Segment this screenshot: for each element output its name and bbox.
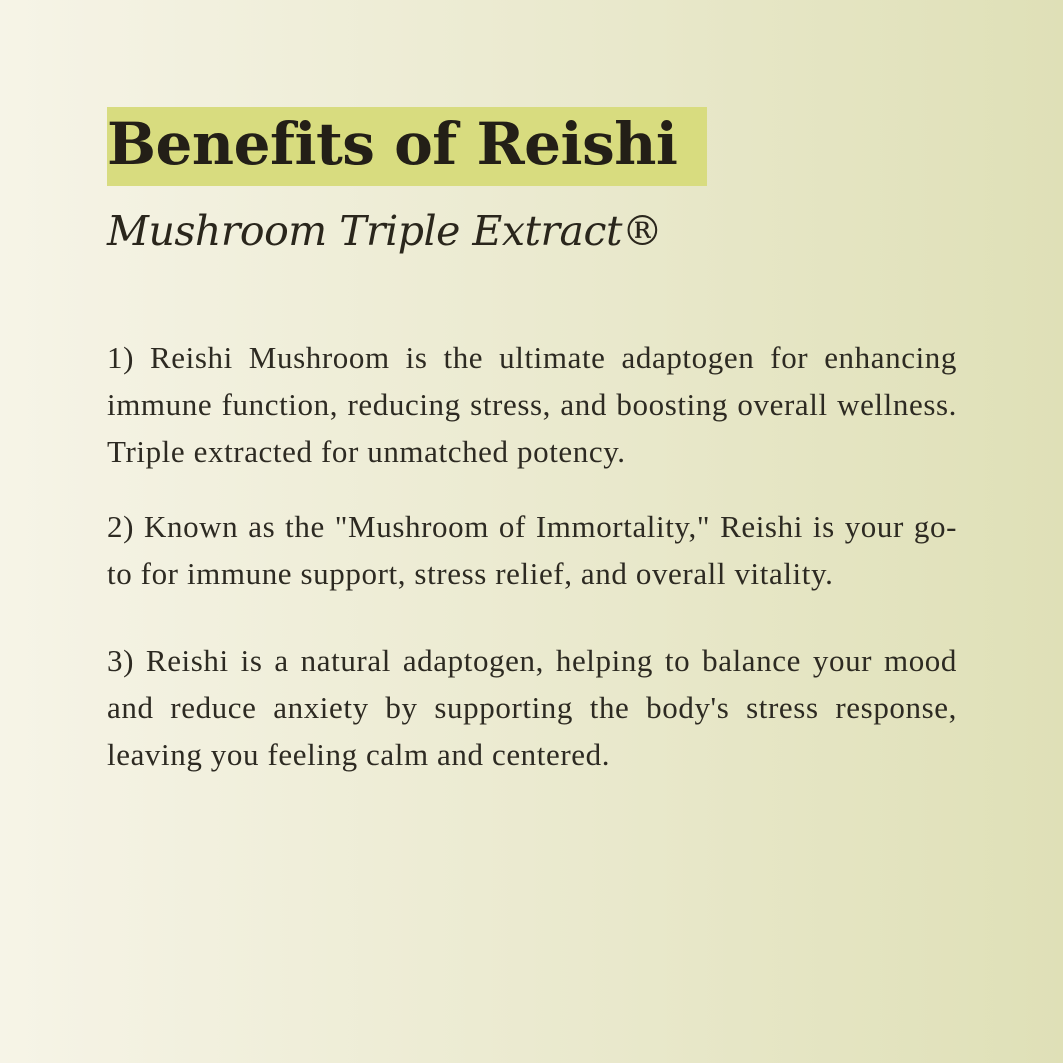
- page-title: Benefits of Reishi: [107, 110, 678, 178]
- benefit-item-immortality: 2) Known as the "Mushroom of Immortality," Reishi is your go-to for immune support, stress relief, and overall vitality.: [107, 509, 957, 591]
- benefits-card: [107, 107, 957, 778]
- benefits-list: [107, 334, 957, 778]
- title-highlight: [107, 107, 707, 186]
- benefit-item-immune-adaptogen: 1) Reishi Mushroom is the ultimate adaptogen for enhancing immune function, reducing stress, and boosting overall wellness. Triple extracted for unmatched potency.: [107, 340, 957, 469]
- product-subtitle: Mushroom Triple Extract®: [107, 207, 663, 255]
- benefit-item-mood-balance: 3) Reishi is a natural adaptogen, helping to balance your mood and reduce anxiety by supporting the body's stress response, leaving you feeling calm and centered.: [107, 643, 957, 772]
